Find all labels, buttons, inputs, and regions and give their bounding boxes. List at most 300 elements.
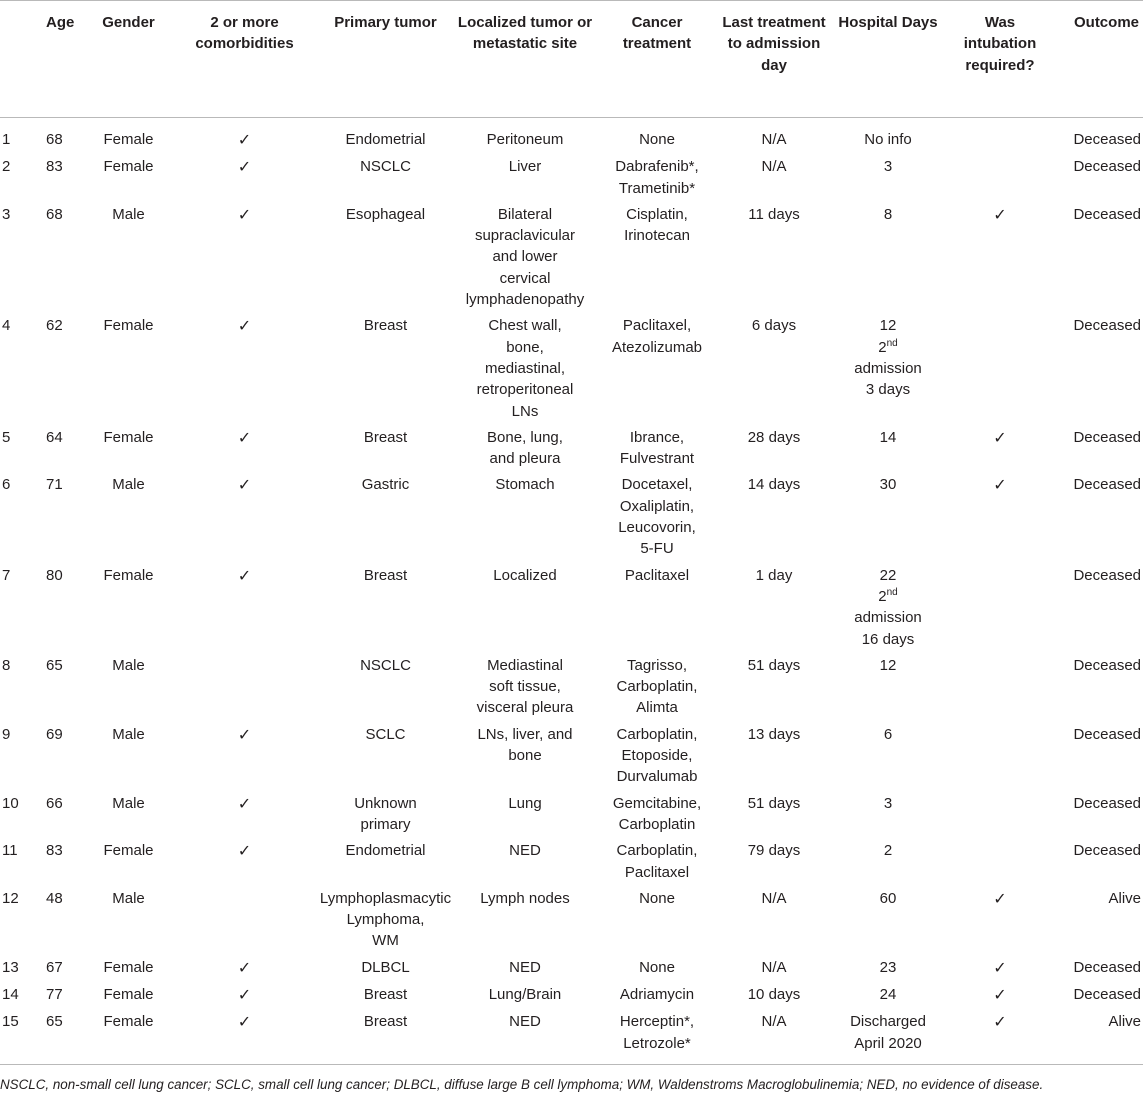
cell-hospital-days-line: 22	[879, 566, 897, 584]
cell-treatment-line: Paclitaxel	[624, 566, 690, 584]
header-age: Age	[36, 1, 84, 118]
table-row	[0, 789, 1143, 837]
cell-hospital-days-line: 60	[879, 889, 897, 907]
cell-gender: Female	[103, 428, 154, 446]
cell-last-treatment: N/A	[719, 1007, 829, 1064]
cell-age: 64	[46, 428, 63, 446]
cell-gender: Female	[103, 985, 154, 1003]
cell-treatment-line: None	[639, 889, 675, 907]
cell-hospital-days	[829, 953, 947, 980]
cell-treatment	[595, 1007, 719, 1064]
cell-site-line: bone,	[506, 338, 544, 356]
cell-hospital-days-line: 3	[883, 158, 893, 176]
ordinal-number: 2	[878, 338, 887, 356]
cell-intubation	[947, 561, 1053, 651]
cell-intubation	[947, 953, 1053, 980]
cell-site-line: Bilateral	[497, 205, 553, 223]
cell-number: 2	[2, 158, 11, 176]
cell-comorbidities	[173, 200, 316, 311]
cell-number: 13	[2, 958, 19, 976]
checkmark-icon: ✓	[993, 984, 1007, 1004]
cell-primary-tumor	[316, 561, 455, 651]
cell-age: 69	[46, 725, 63, 743]
cell-primary-tumor-line: Endometrial	[345, 131, 426, 148]
cell-intubation	[947, 470, 1053, 560]
cell-primary-tumor-line: NSCLC	[360, 158, 411, 176]
cell-site-line: NED	[509, 842, 541, 860]
cell-primary-tumor-line: Lymphoma,	[346, 911, 425, 929]
cell-outcome: Deceased	[1073, 656, 1141, 674]
cell-treatment-line: Gemcitabine,	[612, 794, 702, 812]
cell-treatment-line: Docetaxel,	[621, 476, 693, 494]
cell-last-treatment: N/A	[761, 158, 787, 176]
cell-hospital-days	[829, 836, 947, 884]
cell-comorbidities	[173, 953, 316, 980]
cell-treatment-line: Atezolizumab	[611, 338, 703, 356]
cell-last-treatment: 13 days	[747, 725, 801, 743]
table-row	[0, 884, 1143, 953]
cell-hospital-days	[829, 118, 947, 153]
cell-intubation	[947, 884, 1053, 953]
cell-number: 15	[0, 1007, 36, 1064]
table-header	[0, 1, 1143, 118]
cell-number: 12	[2, 889, 19, 907]
cell-site-line: LNs, liver, and	[477, 725, 573, 743]
cell-treatment	[595, 118, 719, 153]
cell-primary-tumor-line: Breast	[363, 317, 408, 335]
cell-site-line: Liver	[508, 158, 542, 176]
table-row	[0, 651, 1143, 720]
cell-comorbidities	[173, 789, 316, 837]
cell-primary-tumor-line: Esophageal	[345, 205, 426, 223]
table-row	[0, 118, 1143, 153]
table-row	[0, 1007, 1143, 1064]
checkmark-icon: ✓	[237, 984, 252, 1004]
cell-treatment	[595, 423, 719, 471]
cell-site	[455, 311, 595, 422]
cell-site	[455, 200, 595, 311]
cell-gender: Male	[112, 725, 145, 743]
cell-last-treatment: N/A	[761, 131, 787, 148]
header-gender: Gender	[84, 1, 173, 118]
header-primary-tumor: Primary tumor	[316, 1, 455, 118]
cell-intubation	[947, 311, 1053, 422]
checkmark-icon: ✓	[237, 841, 252, 861]
cell-hospital-days-line: 12	[879, 317, 897, 335]
cell-primary-tumor	[316, 152, 455, 200]
cell-primary-tumor	[316, 200, 455, 311]
cell-site-line: supraclavicular	[474, 227, 576, 245]
checkmark-icon: ✓	[993, 427, 1007, 447]
cell-intubation	[947, 118, 1053, 153]
cell-treatment	[595, 720, 719, 789]
table-footnote: NSCLC, non-small cell lung cancer; SCLC, small cell lung cancer; DLBCL, diffuse large B cell lymphoma; WM, Waldenstroms Macroglobulinemia; NED, no evidence of disease.	[0, 1076, 1044, 1092]
cell-age: 62	[46, 317, 63, 335]
cell-number: 14	[2, 985, 19, 1003]
cell-site-line: Localized	[493, 566, 557, 584]
cell-hospital-days	[829, 423, 947, 471]
cell-treatment	[595, 953, 719, 980]
cell-age: 71	[46, 476, 63, 494]
cell-primary-tumor-line: Endometrial	[345, 842, 426, 860]
cell-gender: Female	[103, 131, 154, 148]
cell-hospital-days	[829, 561, 947, 651]
cell-last-treatment: 51 days	[747, 656, 801, 674]
cell-site	[455, 651, 595, 720]
cell-outcome: Deceased	[1073, 428, 1141, 446]
cell-gender: Female	[103, 317, 154, 335]
cell-last-treatment: 6 days	[751, 317, 797, 335]
table-row	[0, 720, 1143, 789]
cell-site-line: NED	[509, 958, 541, 976]
cell-hospital-days-line: 3	[883, 794, 893, 812]
cell-treatment-line: None	[639, 958, 675, 976]
cell-intubation	[947, 200, 1053, 311]
table-row	[0, 470, 1143, 560]
cell-number: 7	[2, 566, 11, 584]
cell-hospital-days	[829, 152, 947, 200]
checkmark-icon: ✓	[993, 888, 1007, 908]
cell-site	[455, 789, 595, 837]
cell-hospital-days	[829, 789, 947, 837]
cell-last-treatment: N/A	[761, 958, 787, 976]
cell-gender: Male	[112, 889, 145, 907]
cell-gender: Female	[84, 1007, 173, 1064]
cell-site-line: mediastinal,	[484, 359, 566, 377]
checkmark-icon: ✓	[237, 475, 252, 495]
ordinal-number: 2	[878, 587, 887, 605]
cell-comorbidities	[173, 311, 316, 422]
cell-hospital-days-line: 30	[879, 476, 897, 494]
cell-hospital-days-line: 2	[883, 842, 893, 860]
cell-number: 1	[2, 131, 11, 148]
cell-primary-tumor-line: Unknown	[354, 794, 417, 812]
cell-hospital-days-line: April 2020	[854, 1034, 922, 1052]
cell-hospital-days-line: admission	[854, 359, 922, 377]
cell-age: 65	[46, 656, 63, 674]
cell-treatment-line: Oxaliplatin,	[619, 497, 695, 515]
cell-primary-tumor-line: Breast	[363, 985, 408, 1003]
cell-treatment-line: Durvalumab	[616, 768, 698, 786]
cell-primary-tumor	[316, 953, 455, 980]
cell-outcome: Deceased	[1073, 566, 1141, 584]
cell-site	[455, 884, 595, 953]
cell-age: 68	[46, 205, 63, 223]
cell-primary-tumor	[316, 789, 455, 837]
checkmark-icon: ✓	[237, 724, 252, 744]
cell-site	[455, 836, 595, 884]
cell-primary-tumor	[316, 836, 455, 884]
cell-treatment-line: Irinotecan	[624, 227, 690, 245]
cell-comorbidities	[173, 152, 316, 200]
cell-gender: Male	[112, 656, 145, 674]
cell-number: 4	[2, 317, 11, 335]
cell-site-line: Lung	[508, 794, 542, 812]
cell-hospital-days-line: 12	[879, 656, 897, 674]
cell-treatment	[595, 836, 719, 884]
cell-age: 68	[46, 131, 63, 148]
cell-treatment-line: None	[639, 131, 675, 148]
cell-number: 9	[2, 725, 11, 743]
cell-treatment	[595, 980, 719, 1007]
cell-outcome: Deceased	[1073, 794, 1141, 812]
cell-site-line: and lower	[492, 248, 558, 266]
cell-treatment-line: Paclitaxel,	[622, 317, 692, 335]
cell-gender: Female	[103, 566, 154, 584]
cell-primary-tumor	[316, 651, 455, 720]
cell-treatment	[595, 311, 719, 422]
checkmark-icon: ✓	[993, 957, 1007, 977]
checkmark-icon: ✓	[237, 565, 252, 585]
cell-outcome: Deceased	[1073, 842, 1141, 860]
cell-comorbidities	[173, 470, 316, 560]
cell-primary-tumor	[316, 311, 455, 422]
checkmark-icon: ✓	[237, 130, 252, 149]
cell-hospital-days-line: No info	[864, 131, 912, 148]
checkmark-icon: ✓	[993, 1012, 1007, 1032]
cell-age: 48	[46, 889, 63, 907]
cell-hospital-days	[829, 884, 947, 953]
cell-site	[455, 953, 595, 980]
table-row	[0, 561, 1143, 651]
cell-site-line: lymphadenopathy	[465, 291, 585, 309]
cell-age: 80	[46, 566, 63, 584]
cell-number: 5	[2, 428, 11, 446]
table-row	[0, 200, 1143, 311]
cell-outcome: Deceased	[1073, 317, 1141, 335]
cell-hospital-days-line: 6	[883, 725, 893, 743]
cell-gender: Male	[112, 476, 145, 494]
header-site: Localized tumor or metastatic site	[455, 1, 595, 118]
cell-age: 65	[36, 1007, 84, 1064]
checkmark-icon: ✓	[237, 957, 252, 977]
cell-treatment	[595, 884, 719, 953]
cell-site	[455, 1007, 595, 1064]
table-row	[0, 836, 1143, 884]
cell-treatment-line: Fulvestrant	[619, 450, 695, 468]
cell-treatment-line: Carboplatin,	[616, 678, 698, 696]
header-number	[0, 1, 36, 118]
cell-primary-tumor-line: Breast	[363, 428, 408, 446]
cell-site	[455, 980, 595, 1007]
cell-age: 67	[46, 958, 63, 976]
cell-treatment-line: Cisplatin,	[626, 205, 688, 223]
cell-intubation	[947, 423, 1053, 471]
cell-primary-tumor-line: DLBCL	[361, 958, 410, 976]
cell-hospital-days	[829, 720, 947, 789]
cell-primary-tumor-line: NSCLC	[360, 656, 411, 674]
cell-comorbidities	[173, 884, 316, 953]
cell-hospital-days-line: 14	[879, 428, 897, 446]
checkmark-icon: ✓	[993, 204, 1007, 224]
ordinal-suffix: nd	[886, 337, 898, 349]
cell-hospital-days	[829, 470, 947, 560]
cell-site-line: Lymph nodes	[480, 889, 570, 907]
cell-gender: Male	[112, 794, 145, 812]
cell-treatment-line: Carboplatin,	[616, 842, 698, 860]
cell-site-line: Mediastinal	[487, 656, 563, 674]
table-row	[0, 152, 1143, 200]
cell-treatment-line: Carboplatin,	[616, 725, 698, 743]
cell-hospital-days-line: 3 days	[865, 381, 911, 399]
cell-site	[455, 118, 595, 153]
cell-treatment-line: Trametinib*	[618, 179, 696, 197]
header-last-treatment: Last treatment to admission day	[719, 1, 829, 118]
cell-hospital-days-line: 23	[879, 958, 897, 976]
cell-primary-tumor-line: WM	[372, 932, 399, 950]
cell-intubation	[947, 1007, 1053, 1064]
cell-outcome: Deceased	[1073, 476, 1141, 494]
cell-last-treatment: 28 days	[747, 428, 801, 446]
cell-comorbidities	[173, 836, 316, 884]
cell-primary-tumor	[316, 720, 455, 789]
cell-primary-tumor	[316, 884, 455, 953]
cell-treatment-line: Ibrance,	[629, 428, 685, 446]
table-row	[0, 423, 1143, 471]
cell-site-line: Lung/Brain	[488, 985, 562, 1003]
cell-primary-tumor-line: Lymphoplasmacytic	[319, 889, 452, 907]
cell-last-treatment: N/A	[761, 889, 787, 907]
cell-outcome: Deceased	[1073, 205, 1141, 223]
table-row	[0, 980, 1143, 1007]
cell-gender: Female	[103, 842, 154, 860]
cell-outcome: Deceased	[1073, 158, 1141, 176]
cell-comorbidities	[173, 980, 316, 1007]
header-intubation: Was intubation required?	[947, 1, 1053, 118]
cell-treatment-line: 5-FU	[640, 540, 674, 558]
cell-primary-tumor	[316, 423, 455, 471]
cell-intubation	[947, 152, 1053, 200]
cell-primary-tumor	[316, 980, 455, 1007]
cell-primary-tumor-line: SCLC	[365, 725, 406, 743]
cell-gender: Female	[103, 958, 154, 976]
cell-treatment-line: Leucovorin,	[618, 519, 696, 537]
header-comorbidities: 2 or more comorbidities	[173, 1, 316, 118]
cell-age: 83	[46, 842, 63, 860]
cell-treatment	[595, 789, 719, 837]
cell-hospital-days-line: admission	[854, 609, 922, 627]
cell-site	[455, 152, 595, 200]
cell-comorbidities	[173, 651, 316, 720]
ordinal-suffix: nd	[886, 586, 898, 598]
cell-treatment	[595, 470, 719, 560]
cell-site-line: soft tissue,	[489, 678, 561, 696]
cell-site-line: NED	[509, 1013, 541, 1031]
cell-treatment-line: Etoposide,	[621, 747, 693, 765]
cell-treatment-line: Letrozole*	[623, 1034, 691, 1052]
cell-hospital-days	[829, 1007, 947, 1064]
table-row	[0, 953, 1143, 980]
cell-gender: Female	[103, 158, 154, 176]
cell-hospital-days	[829, 311, 947, 422]
cell-treatment-line: Tagrisso,	[626, 656, 688, 674]
cell-treatment-line: Dabrafenib*,	[615, 158, 699, 176]
checkmark-icon: ✓	[237, 427, 252, 447]
cell-comorbidities	[173, 561, 316, 651]
cell-primary-tumor-line: Gastric	[361, 476, 410, 494]
cell-comorbidities	[173, 423, 316, 471]
cell-last-treatment: 79 days	[747, 842, 801, 860]
cell-treatment	[595, 651, 719, 720]
cell-hospital-days	[829, 651, 947, 720]
cell-site-line: visceral pleura	[476, 699, 574, 717]
cell-site-line: retroperitoneal	[476, 381, 574, 399]
header-row	[0, 1, 1143, 118]
cell-site-line: LNs	[511, 402, 539, 420]
checkmark-icon: ✓	[237, 157, 252, 177]
cell-number: 11	[2, 842, 18, 860]
cell-comorbidities	[173, 1007, 316, 1064]
cell-number: 6	[2, 476, 11, 494]
cell-treatment-line: Paclitaxel	[624, 863, 690, 881]
cell-hospital-days-line: Discharged	[850, 1013, 926, 1031]
header-outcome: Outcome	[1053, 1, 1143, 118]
cell-outcome: Alive	[1108, 889, 1141, 907]
cell-treatment-line: Carboplatin	[618, 815, 696, 833]
cell-site-line: Chest wall,	[488, 317, 562, 335]
cell-last-treatment: 10 days	[747, 985, 801, 1003]
checkmark-icon: ✓	[237, 316, 252, 336]
cell-comorbidities	[173, 720, 316, 789]
table-body	[0, 118, 1143, 1065]
cell-treatment	[595, 200, 719, 311]
cell-outcome: Deceased	[1073, 958, 1141, 976]
cell-last-treatment: 1 day	[755, 566, 793, 584]
cell-number: 8	[2, 656, 11, 674]
cell-site-line: and pleura	[489, 450, 561, 468]
cell-hospital-days	[829, 200, 947, 311]
cell-hospital-days-line: 24	[879, 985, 897, 1003]
cell-outcome: Deceased	[1073, 985, 1141, 1003]
cell-site	[455, 720, 595, 789]
cell-intubation	[947, 720, 1053, 789]
cell-site-line: Stomach	[495, 476, 555, 494]
cell-primary-tumor	[316, 1007, 455, 1064]
cell-last-treatment: 14 days	[747, 476, 801, 494]
cell-outcome: Deceased	[1073, 131, 1141, 148]
header-hospital-days: Hospital Days	[829, 1, 947, 118]
cell-hospital-days-line	[831, 586, 945, 607]
cell-comorbidities	[173, 118, 316, 153]
cell-hospital-days	[829, 980, 947, 1007]
cell-hospital-days-line	[831, 337, 945, 358]
cell-treatment-line: Herceptin*,	[619, 1013, 695, 1031]
header-treatment: Cancer treatment	[595, 1, 719, 118]
checkmark-icon: ✓	[237, 204, 252, 224]
cell-intubation	[947, 836, 1053, 884]
cell-site-line: Bone, lung,	[487, 428, 563, 446]
cell-intubation	[947, 980, 1053, 1007]
checkmark-icon: ✓	[993, 475, 1007, 495]
cell-hospital-days-line: 8	[883, 205, 893, 223]
cell-outcome: Deceased	[1073, 725, 1141, 743]
cell-treatment	[595, 152, 719, 200]
cell-last-treatment: 11 days	[748, 205, 800, 223]
cell-hospital-days-line: 16 days	[861, 630, 915, 648]
cell-last-treatment: 51 days	[747, 794, 801, 812]
cell-number: 10	[2, 794, 19, 812]
cell-treatment-line: Adriamycin	[619, 985, 695, 1003]
cell-age: 83	[46, 158, 63, 176]
cell-age: 66	[46, 794, 63, 812]
cell-site	[455, 561, 595, 651]
cell-intubation	[947, 651, 1053, 720]
cell-intubation	[947, 789, 1053, 837]
cell-age: 77	[46, 985, 63, 1003]
cell-number: 3	[2, 205, 11, 223]
cell-site	[455, 423, 595, 471]
cell-primary-tumor-line: primary	[360, 815, 411, 833]
